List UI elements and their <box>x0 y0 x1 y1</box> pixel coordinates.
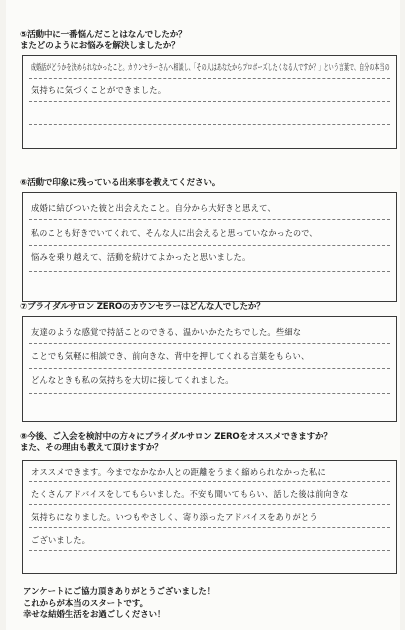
question-8-line-1: ⑧今後、ご入会を検討中の方々にブライダルサロン ZEROをオススメできますか？ <box>20 432 332 442</box>
answer-5-line-1: 成婚話がどうかを決められなかったこと。カウンセラーさんへ相談し、「その人はあなたからプロポーズしたくなる人ですか？」という言葉で、自分の本当の <box>31 62 390 72</box>
answer-5-line-2: 気持ちに気づくことができました。 <box>31 85 167 95</box>
answer-6-line-2: 私のことも好きでいてくれて、そんな人に出会えると思っていなかったので、 <box>31 228 318 238</box>
question-5-line-2: またどのようにお悩みを解決しましたか？ <box>20 41 180 51</box>
answer-7-line-2: ことでも気軽に相談でき、前向きな、背中を押してくれる言葉をもらい、 <box>31 351 310 361</box>
survey-sheet <box>6 0 400 630</box>
answer-box-8 <box>22 460 397 574</box>
closing-line-3: 幸せな結婚生活をお過ごしください！ <box>23 609 166 619</box>
question-8-line-2: また、その理由も教えて頂けますか？ <box>20 443 163 453</box>
answer-8-line-1: オススメできます。今までなかなか人との距離をうまく縮められなかった私に <box>31 467 326 477</box>
closing-line-2: これからが本当のスタートです。 <box>23 597 148 608</box>
question-5-line-1: ⑤活動中に一番悩んだことはなんでしたか？ <box>20 30 187 40</box>
question-6 <box>20 178 220 189</box>
question-5 <box>20 30 187 52</box>
answer-7-line-3: どんなときも私の気持ちを大切に接してくれました。 <box>31 375 234 385</box>
answer-box-7 <box>22 316 397 422</box>
answer-6-line-1: 成婚に結びついた彼と出会えたこと。自分から大好きと思えて、 <box>31 203 276 213</box>
question-7-line-1: ⑦ブライダルサロン ZEROのカウンセラーはどんな人でしたか？ <box>20 302 265 312</box>
question-7 <box>20 302 265 313</box>
answer-8-line-3: 気持ちになりました。いつもやさしく、寄り添ったアドバイスをありがとう <box>31 512 318 522</box>
question-8 <box>20 432 332 454</box>
closing-message <box>23 586 215 621</box>
answer-6-line-3: 悩みを乗り越えて、活動を続けてよかったと思いました。 <box>31 252 251 262</box>
answer-box-5 <box>22 55 397 149</box>
answer-box-6 <box>22 192 397 302</box>
answer-7-line-1: 友達のような感覚で持話ことのできる、温かいかたたちでした。些細な <box>31 327 302 337</box>
answer-8-line-2: たくさんアドバイスをしてもらいました。不安も聞いてもらい、話した後は前向きな <box>31 489 349 499</box>
question-6-line-1: ⑥活動で印象に残っている出来事を教えてください。 <box>20 178 221 188</box>
closing-line-1: アンケートにご協力頂きありがとうございました！ <box>23 586 216 596</box>
answer-8-line-4: ございました。 <box>31 535 91 545</box>
